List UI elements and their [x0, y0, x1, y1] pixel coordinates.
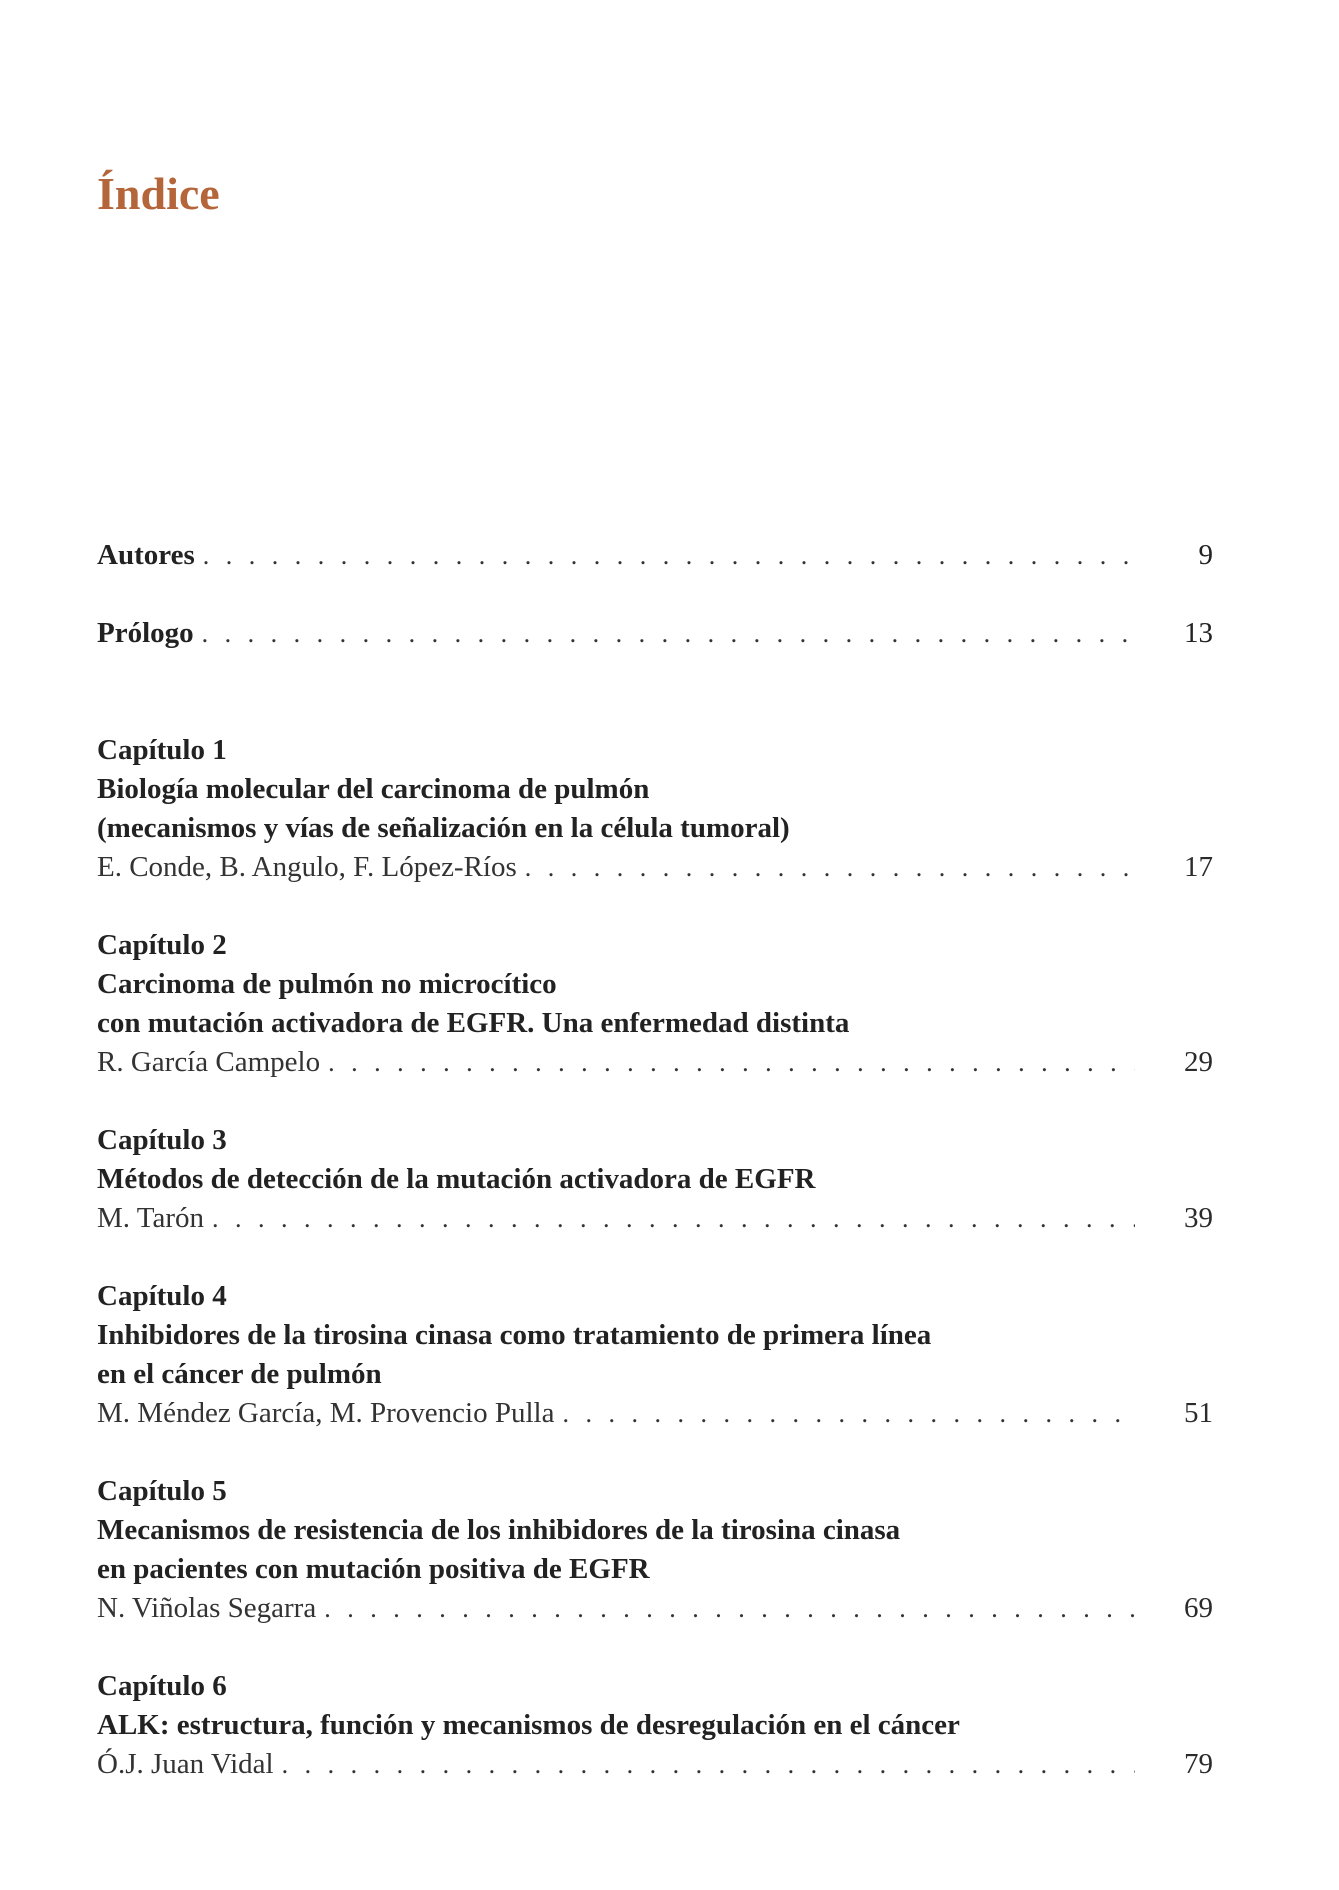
- toc-page-number: 17: [1184, 851, 1213, 883]
- chapter-1-title-line-1: Biología molecular del carcinoma de pulmón: [97, 773, 650, 805]
- toc-page-number: 13: [1184, 617, 1213, 649]
- dot-leader: [202, 614, 1135, 654]
- chapter-5-title-line-2: en pacientes con mutación positiva de EGFR: [97, 1553, 650, 1585]
- chapter-2-title-line-1: Carcinoma de pulmón no microcítico: [97, 968, 557, 1000]
- chapter-1-heading: Capítulo 1: [97, 734, 227, 766]
- chapter-2-authors-entry[interactable]: [97, 1042, 1213, 1082]
- chapter-5-title-line-1: Mecanismos de resistencia de los inhibidores de la tirosina cinasa: [97, 1514, 901, 1546]
- toc-page-number: 9: [1198, 539, 1213, 571]
- dot-leader: [324, 1589, 1135, 1629]
- dot-leader: [328, 1043, 1135, 1083]
- chapter-6-heading: Capítulo 6: [97, 1670, 227, 1702]
- toc-page-number: 79: [1184, 1748, 1213, 1780]
- dot-leader: [212, 1199, 1135, 1239]
- chapter-authors: M. Tarón: [97, 1202, 204, 1234]
- dot-leader: [203, 536, 1135, 576]
- chapter-6-authors-entry[interactable]: [97, 1744, 1213, 1784]
- toc-entry-label: Autores: [97, 539, 195, 571]
- chapter-1-title-line-2: (mecanismos y vías de señalización en la célula tumoral): [97, 812, 790, 844]
- toc-entry-prologo[interactable]: [97, 613, 1213, 653]
- toc-entry-label: Prólogo: [97, 617, 194, 649]
- chapter-4-authors-entry[interactable]: [97, 1393, 1213, 1433]
- chapter-3-heading: Capítulo 3: [97, 1124, 227, 1156]
- chapter-3-authors-entry[interactable]: [97, 1198, 1213, 1238]
- chapter-3-title-line-1: Métodos de detección de la mutación activadora de EGFR: [97, 1163, 816, 1195]
- toc-page-number: 69: [1184, 1592, 1213, 1624]
- toc-page-number: 39: [1184, 1202, 1213, 1234]
- chapter-5-heading: Capítulo 5: [97, 1475, 227, 1507]
- chapter-authors: E. Conde, B. Angulo, F. López-Ríos: [97, 851, 517, 883]
- toc-page-number: 29: [1184, 1046, 1213, 1078]
- chapter-4-heading: Capítulo 4: [97, 1280, 227, 1312]
- chapter-authors: R. García Campelo: [97, 1046, 321, 1078]
- toc-page-number: 51: [1184, 1397, 1213, 1429]
- dot-leader: [282, 1745, 1135, 1785]
- chapter-authors: Ó.J. Juan Vidal: [97, 1748, 274, 1780]
- chapter-2-heading: Capítulo 2: [97, 929, 227, 961]
- toc-entry-autores[interactable]: [97, 535, 1213, 575]
- chapter-5-authors-entry[interactable]: [97, 1588, 1213, 1628]
- dot-leader: [562, 1394, 1135, 1434]
- page-title: Índice: [97, 168, 220, 219]
- dot-leader: [525, 848, 1135, 888]
- chapter-2-title-line-2: con mutación activadora de EGFR. Una enfermedad distinta: [97, 1007, 850, 1039]
- chapter-4-title-line-2: en el cáncer de pulmón: [97, 1358, 382, 1390]
- chapter-1-authors-entry[interactable]: [97, 847, 1213, 887]
- chapter-6-title-line-1: ALK: estructura, función y mecanismos de desregulación en el cáncer: [97, 1709, 960, 1741]
- chapter-4-title-line-1: Inhibidores de la tirosina cinasa como tratamiento de primera línea: [97, 1319, 932, 1351]
- chapter-authors: M. Méndez García, M. Provencio Pulla: [97, 1397, 555, 1429]
- chapter-authors: N. Viñolas Segarra: [97, 1592, 317, 1624]
